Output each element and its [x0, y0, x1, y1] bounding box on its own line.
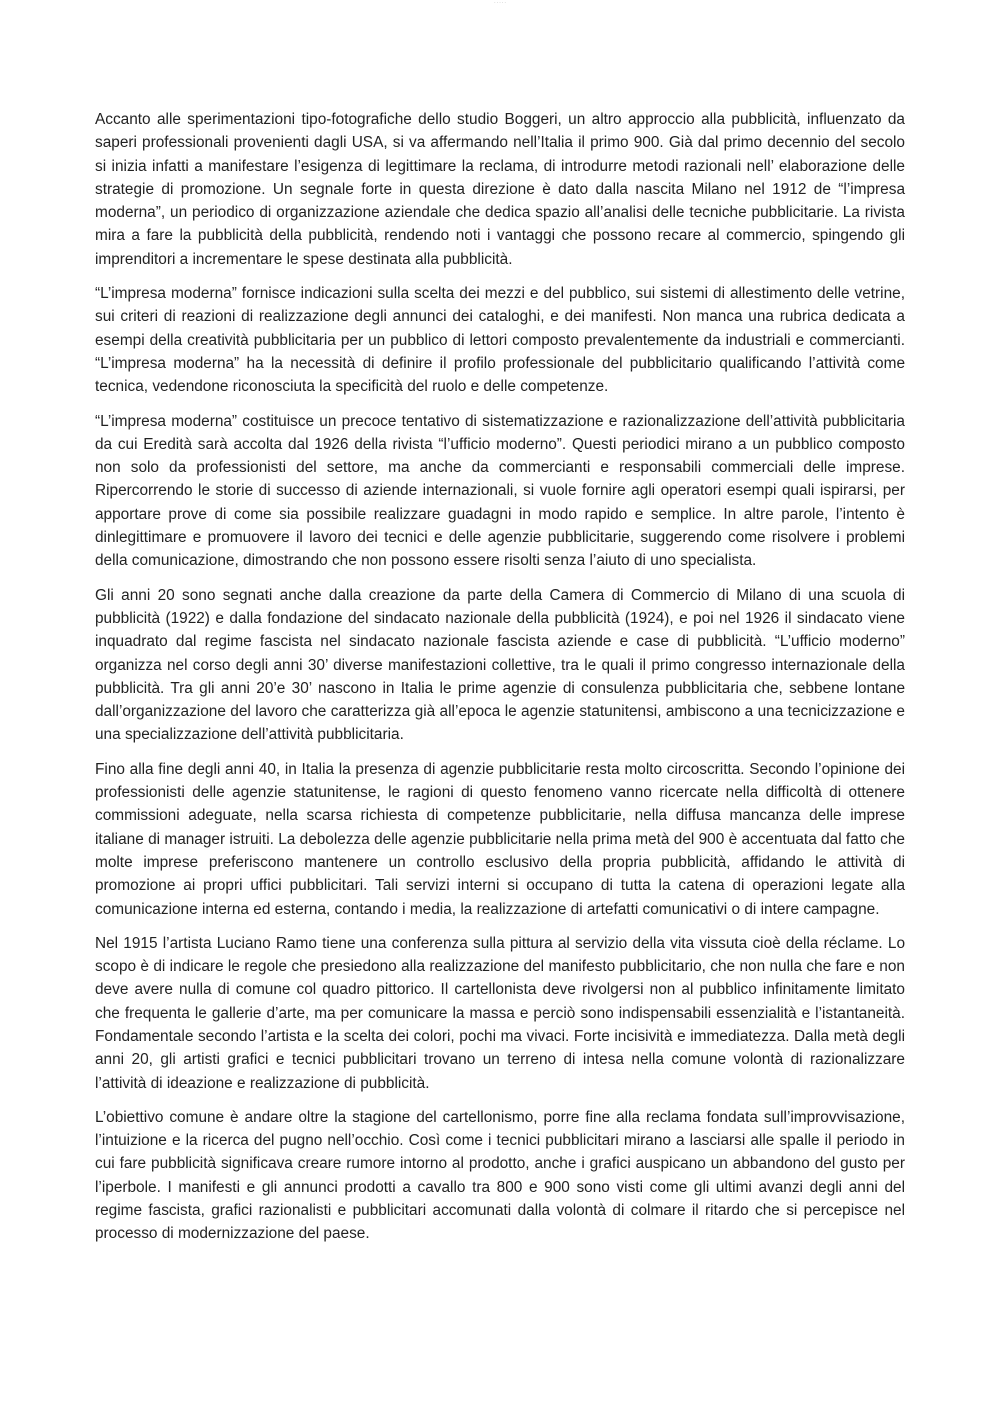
- paragraph-2: “L’impresa moderna” fornisce indicazioni sulla scelta dei mezzi e del pubblico, sui sistemi di allestimento delle vetrine, sui criteri di reazioni di realizzazione degli annunci dei cataloghi, e dei manifesti. Non manca una rubrica dedicata a esempi della creatività pubblicitaria per un pubblico di lettori composto prevalentemente da industriali e commercianti. “L’impresa moderna” ha la necessità di definire il profilo professionale del pubblicitario qualificando l’attività come tecnica, vedendone riconosciuta la specificità del ruolo e delle competenze.: [95, 285, 905, 396]
- paragraph-4: Gli anni 20 sono segnati anche dalla creazione da parte della Camera di Commercio di Milano di una scuola di pubblicità (1922) e dalla fondazione del sindacato nazionale della pubblicità (1924), e poi nel 1926 il sindacato viene inquadrato dal regime fascista nel sindacato nazionale fascista aziende e case di pubblicità. “L’ufficio moderno” organizza nel corso degli anni 30’ diverse manifestazioni collettive, tra le quali il primo congresso internazionale della pubblicità. Tra gli anni 20’e 30’ nascono in Italia le prime agenzie di consulenza pubblicitaria che, sebbene lontane dall’organizzazione del lavoro che caratterizza già all’epoca le agenzie statunitensi, ambiscono a una tecnicizzazione e una specializzazione dell’attività pubblicitaria.: [95, 586, 905, 744]
- paragraph-7: L’obiettivo comune è andare oltre la stagione del cartellonismo, porre fine alla reclama fondata sull’improvvisazione, l’intuizione e la ricerca del pugno nell’occhio. Così come i tecnici pubblicitari mirano a lasciarsi alle spalle il periodo in cui fare pubblicità significava creare rumore intorno al prodotto, anche i grafici auspicano un abbandono del gusto per l’iperbole. I manifesti e gli annunci prodotti a cavallo tra 800 e 900 sono visti come gli ultimi avanzi degli anni del regime fascista, grafici razionalisti e pubblicitari accomunati dalla volontà di colmare il ritardo che si percepisce nel processo di modernizzazione del paese.: [95, 1108, 905, 1243]
- paragraph-5: Fino alla fine degli anni 40, in Italia la presenza di agenzie pubblicitarie resta molto circoscritta. Secondo l’opinione dei professionisti delle agenzie statunitense, le ragioni di questo fenomeno vanno ricercate nella difficoltà di ottenere commissioni adeguate, nella scarsa richiesta di competenze pubblicitarie, nella diffusa mancanza delle imprese italiane di manager istruiti. La debolezza delle agenzie pubblicitarie nella prima metà del 900 è accentuata dal fatto che molte imprese preferiscono mantenere un controllo esclusivo della propria pubblicità, affidando le attività di promozione ai propri uffici pubblicitari. Tali servizi interni si occupano di tutta la catena di operazioni legate alla comunicazione interna ed esterna, contando i media, la realizzazione di artefatti comunicativi o di intere campagne.: [95, 760, 905, 918]
- paragraph-1: Accanto alle sperimentazioni tipo-fotografiche dello studio Boggeri, un altro approccio alla pubblicità, influenzato da saperi professionali provenienti dagli USA, si va affermando nell’Italia il primo 900. Già dal primo decennio del secolo si inizia infatti a manifestare l’esigenza di legittimare la reclama, di introdurre metodi razionali nell’ elaborazione delle strategie di promozione. Un segnale forte in questa direzione è dato dalla nascita Milano nel 1912 de “l’impresa moderna”, un periodico di organizzazione aziendale che dedica spazio all’analisi delle tecniche pubblicitarie. La rivista mira a fare la pubblicità della pubblicità, rendendo noti i vantaggi che possono recare al commercio, spingendo gli imprenditori a incrementare le spese destinata alla pubblicità.: [95, 111, 905, 268]
- paragraph-3: “L’impresa moderna” costituisce un precoce tentativo di sistematizzazione e razionalizzazione dell’attività pubblicitaria da cui Eredità sarà accolta dal 1926 della rivista “l’ufficio moderno”. Questi periodici mirano a un pubblico composto non solo da professionisti del settore, ma anche da commercianti e responsabili commerciali delle imprese. Ripercorrendo le storie di successo di aziende internazionali, si vuole fornire agli operatori esempi quali ispirarsi, per apportare prove di come sia possibile realizzare guadagni in modo rapido e semplice. In altre parole, l’intento è dinlegittimare e promuovere il lavoro dei tecnici e delle agenzie pubblicitarie, suggerendo come risolvere i problemi della comunicazione, dimostrando che non possono essere risolti senza l’aiuto di uno specialista.: [95, 412, 905, 570]
- page-header-mark: · · · · ·: [494, 0, 506, 5]
- document-body: [95, 108, 905, 1257]
- paragraph-6: Nel 1915 l’artista Luciano Ramo tiene una conferenza sulla pittura al servizio della vita vissuta cioè della réclame. Lo scopo è di indicare le regole che presiedono alla realizzazione del manifesto pubblicitario, che non nulla che fare e non deve avere nulla di comune col quadro pittorico. Il cartellonista deve rivolgersi non al pubblico infinitamente limitato che frequenta le gallerie d’arte, ma per comunicare la massa e perciò sono indispensabili essenzialità e l’istantaneità. Fondamentale secondo l’artista e la scelta dei colori, pochi ma vivaci. Forte incisività e immediatezza. Dalla metà degli anni 20, gli artisti grafici e tecnici pubblicitari trovano un terreno di intesa nella comune volontà di razionalizzare l’attività di ideazione e realizzazione di pubblicità.: [95, 934, 905, 1092]
